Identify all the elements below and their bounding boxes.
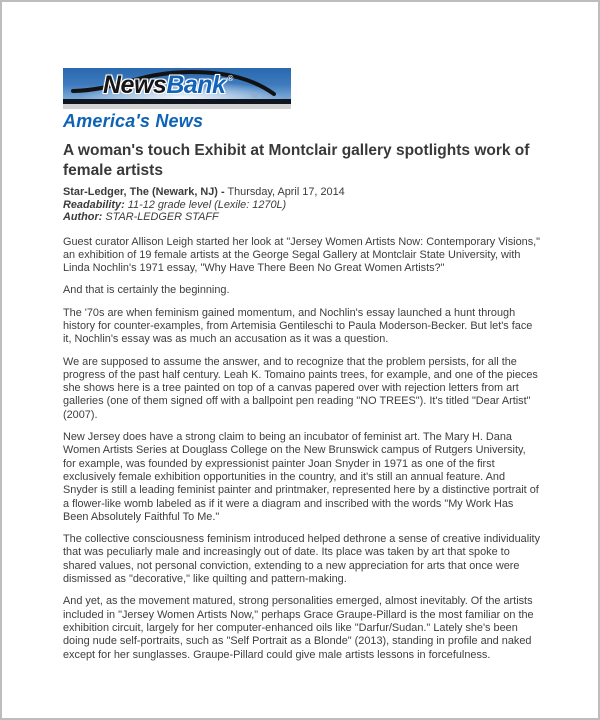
readability-value: 11-12 grade level (Lexile: 1270L) — [127, 198, 287, 211]
publish-date: Thursday, April 17, 2014 — [227, 186, 345, 198]
article-byline — [63, 186, 541, 199]
article-paragraph: And that is certainly the beginning. — [63, 284, 230, 297]
readability-line — [63, 199, 541, 212]
author-label: Author: — [63, 211, 103, 223]
logo-bank-text: Bank — [166, 71, 226, 99]
article-paragraph: The '70s are when feminism gained momentum, and Nochlin's essay launched a hunt through history for counter-examples, from Artemisia Gentileschi to Paula Moderson-Becker. But let's face it, Nochlin's essay was as much an accusation as it was a question. — [63, 306, 533, 346]
article-body — [63, 236, 541, 662]
trademark-icon: TM — [249, 94, 257, 100]
america-news-tagline: America's News — [63, 111, 204, 131]
registered-trademark-icon: ® — [227, 74, 234, 83]
article-paragraph: Guest curator Allison Leigh started her look at "Jersey Women Artists Now: Contemporary Visions," an exhibition of 19 female artists at the George Segal Gallery at Montclair State University, with Linda Nochlin's 1971 essay, "Why Have There Been No Great Women Artists?" — [63, 235, 541, 275]
article-paragraph: The collective consciousness feminism introduced helped dethrone a sense of creative individuality that was peculiarly male and increasingly out of date. Its place was taken by art that spoke to shared values, not personal conviction, extending to a new appreciation for arts that once were dismissed as "decorative," like quilting and pattern-making. — [63, 533, 541, 586]
source-name: Star-Ledger, The (Newark, NJ) - — [63, 186, 225, 198]
article-paragraph: We are supposed to assume the answer, and to recognize that the problem persists, for all the progress of the past half century. Leah K. Tomaino paints trees, for example, and one of the pieces she shows here is a tree painted on top of a canvas papered over with rejection letters from art galleries (one of them signed off with a ballpoint pen reading "NO TREES"). It's titled "Dear Artist" (2007). — [63, 355, 538, 421]
article-title: A woman's touch Exhibit at Montclair gallery spotlights work of female artists — [63, 142, 530, 179]
newsbank-wordmark — [103, 72, 233, 100]
article-paragraph: And yet, as the movement matured, strong personalities emerged, almost inevitably. Of the artists included in "Jersey Women Artists Now," perhaps Grace Graupe-Pillard is the most familiar on the exhibition circuit, largely for her computer-enhanced oils like "Darfur/Sudan." Lately she's been doing nude self-portraits, such as "Self Portrait as a Blonde" (2013), standing in profile and naked except for her sunglasses. Graupe-Pillard could give male artists lessons in forcefulness. — [63, 595, 534, 661]
article-paragraph: New Jersey does have a strong claim to being an incubator of feminist art. The Mary H. Dana Women Artists Series at Douglass College on the New Brunswick campus of Rutgers University, for example, was founded by expressionist painter Joan Snyder in 1971 as one of the first exclusively female exhibition opportunities in the country, and it's still an annual feature. And Snyder is still a leading feminist painter and printmaker, represented here by a distinctive portrait of a flower-like womb labeled as if it were a diagram and inscribed with the words "My Work Has Been Absolutely Faithful To Me." — [63, 431, 539, 523]
readability-label: Readability: — [63, 198, 125, 211]
author-line — [63, 211, 541, 224]
author-value: STAR-LEDGER STAFF — [105, 211, 219, 223]
logo-news-text: News — [103, 71, 167, 99]
logo-gray-strip — [63, 104, 291, 109]
page-content — [63, 68, 541, 662]
newsbank-logo — [63, 68, 291, 109]
